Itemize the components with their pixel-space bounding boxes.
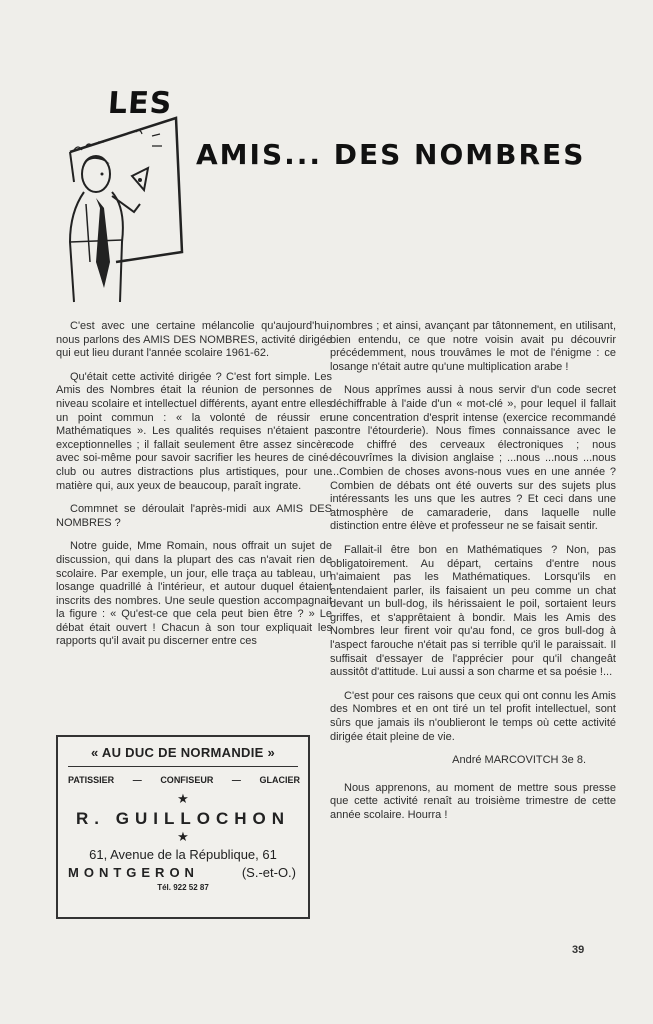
paragraph: Nous apprenons, au moment de mettre sous presse que cette activité renaît au troisième trimestre de cette année scolaire. Hourra !	[330, 781, 616, 821]
city-line	[68, 865, 296, 880]
star-icon: ★	[177, 829, 189, 844]
owner-name: R. GUILLOCHON	[76, 809, 290, 828]
page-number: 39	[572, 944, 585, 956]
trade-glacier: GLACIER	[259, 775, 300, 785]
shop-name: « AU DUC DE NORMANDIE »	[90, 745, 276, 760]
paragraph: Nous apprîmes aussi à nous servir d'un code secret déchiffrable à l'aide d'un « mot-clé », pour lequel il fallait une concentration d'esprit intense (exercice recommandé contre l'étourderie). Nous fîmes connaissance avec le code chiffré des cerveaux électroniques ; nous découvrîmes la division anglaise ; ...nous ...nous ...nous ...Combien de choses avons-nous vues en une année ? Combien de débats ont été ouverts sur des sujets plus intéressants les uns que les autres ? Et ceci dans une atmosphère de camaraderie, dans laquelle nulle distinction entre élève et professeur ne se faisait sentir.	[330, 384, 616, 533]
street-address: 61, Avenue de la République, 61	[89, 847, 277, 862]
separator: —	[231, 775, 241, 785]
paragraph: nombres ; et ainsi, avançant par tâtonnement, en utilisant, bien entendu, ce que notre voisin avait pu découvrir précédemment, nous trouvâmes le mot de l'énigme : ce losange n'était autre qu'une multiplication arabe !	[330, 320, 616, 373]
trade-confiseur: CONFISEUR	[160, 775, 214, 785]
article-left-column	[56, 320, 332, 659]
separator: —	[132, 775, 142, 785]
article-right-column	[330, 320, 616, 833]
city-name: MONTGERON	[68, 865, 199, 880]
paragraph: Notre guide, Mme Romain, nous offrait un sujet de discussion, qui dans la plupart des cas n'avait rien de scolaire. Par exemple, un jour, elle traça au tableau, un losange quadrillé à l'intérieur, et autour duquel étaient inscrits des nombres. Une seule question accompagnait la figure : « Qu'est-ce que cela peut bien être ? » Le débat était ouvert ! Chacun à son tour expliquait les rapports qu'il avait pu discerner entre ces	[56, 540, 332, 648]
trade-patissier: PATISSIER	[68, 775, 115, 785]
student-at-blackboard-illustration	[56, 112, 188, 308]
title-amis-des-nombres: AMIS... DES NOMBRES	[196, 138, 586, 171]
paragraph: C'est pour ces raisons que ceux qui ont connu les Amis des Nombres et en ont tiré un tel profit intellectuel, sont sûrs que jamais ils n'oublieront le temps où cette activité dirigée était pleine de vie.	[330, 689, 616, 743]
telephone: Tél. 922 52 87	[157, 883, 209, 892]
author-signature: André MARCOVITCH 3e 8.	[452, 754, 586, 767]
paragraph: C'est avec une certaine mélancolie qu'aujourd'hui, nous parlons des AMIS DES NOMBRES, activité dirigée qui eut lieu durant l'année scolaire 1961-62.	[56, 320, 332, 360]
trades-line	[68, 775, 300, 785]
paragraph: Commnet se déroulait l'après-midi aux AMIS DES NOMBRES ?	[56, 503, 332, 529]
bakery-advertisement	[56, 735, 310, 919]
title-les: LES	[106, 86, 174, 121]
department: (S.-et-O.)	[241, 865, 296, 880]
divider	[68, 766, 298, 767]
paragraph: Qu'était cette activité dirigée ? C'est fort simple. Les Amis des Nombres était la réunion de personnes de niveau scolaire et intellectuel différents, ayant entre elles un point commun : « la volonté de réussir en Mathématiques ». Les qualités requises n'étaient pas exceptionnelles ; il fallait seulement être assez sincère avec soi-même pour savoir sacrifier les heures de ciné-club ou autres distractions plus artistiques, pour une matière qui, aux yeux de beaucoup, paraît ingrate.	[56, 370, 332, 492]
paragraph: Fallait-il être bon en Mathématiques ? Non, pas obligatoirement. Au départ, certains d'entre nous n'aimaient pas les Mathématiques. Lorsqu'ils en entendaient parler, ils faisaient un peu comme un chat devant un bull-dog, ils hérissaient le poil, sortaient leurs griffes, et s'apprêtaient à bondir. Mais les Amis des Nombres leur firent voir qu'au fond, ce gros bull-dog à l'aspect farouche n'était pas si terrible qu'il le paraissait. Il suffisait d'essayer de l'apprécier pour qu'il changeât aussitôt d'attitude. Lui aussi a son charme et sa poésie !...	[330, 543, 616, 679]
star-icon: ★	[177, 791, 189, 806]
